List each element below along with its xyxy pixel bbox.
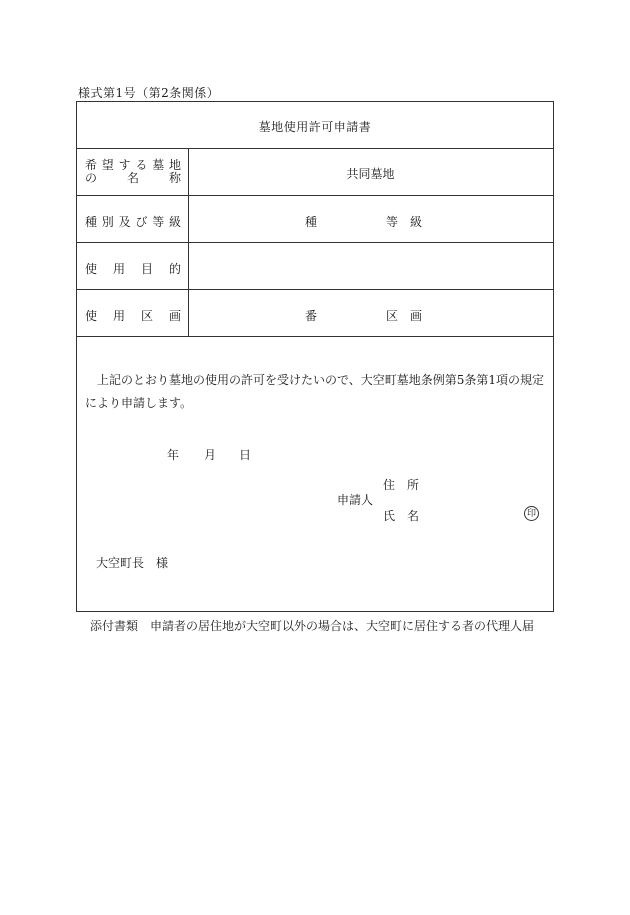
desired-cemetery-label: 希 望 す る 墓 地 の 名 称 [85,158,181,185]
date-month: 月 [204,448,217,462]
type-unit: 種 [305,215,318,229]
name-label: 氏 名 [383,509,420,523]
application-form [76,101,554,612]
applicant-label: 申請人 [337,493,374,507]
addressee: 大空町長 様 [96,556,169,570]
date-year: 年 [167,448,180,462]
address-label: 住 所 [383,478,420,492]
purpose-label: 使 用 目 的 [85,262,181,276]
seal-mark: 印 [524,506,539,521]
attachment-note: 添付書類 申請者の居住地が大空町以外の場合は、大空町に居住する者の代理人届 [90,619,535,633]
desired-cemetery-value: 共同墓地 [346,167,395,181]
column-divider [188,149,189,337]
title-row [77,102,553,149]
form-title: 墓地使用許可申請書 [258,120,372,134]
desired-cemetery-row [77,149,553,196]
section-unit: 区 画 [386,309,423,323]
request-statement: 上記のとおり墓地の使用の許可を受けたいので、大空町墓地条例第5条第1項の規定により申請します。 [85,373,545,410]
date-day: 日 [239,448,252,462]
form-number: 様式第1号（第2条関係） [78,86,220,100]
number-unit: 番 [305,309,318,323]
purpose-row [77,243,553,290]
section-row [77,290,553,337]
grade-unit: 等 級 [386,215,423,229]
type-grade-row [77,196,553,243]
type-grade-label: 種 別 及 び 等 級 [85,215,181,229]
section-label: 使 用 区 画 [85,309,181,323]
